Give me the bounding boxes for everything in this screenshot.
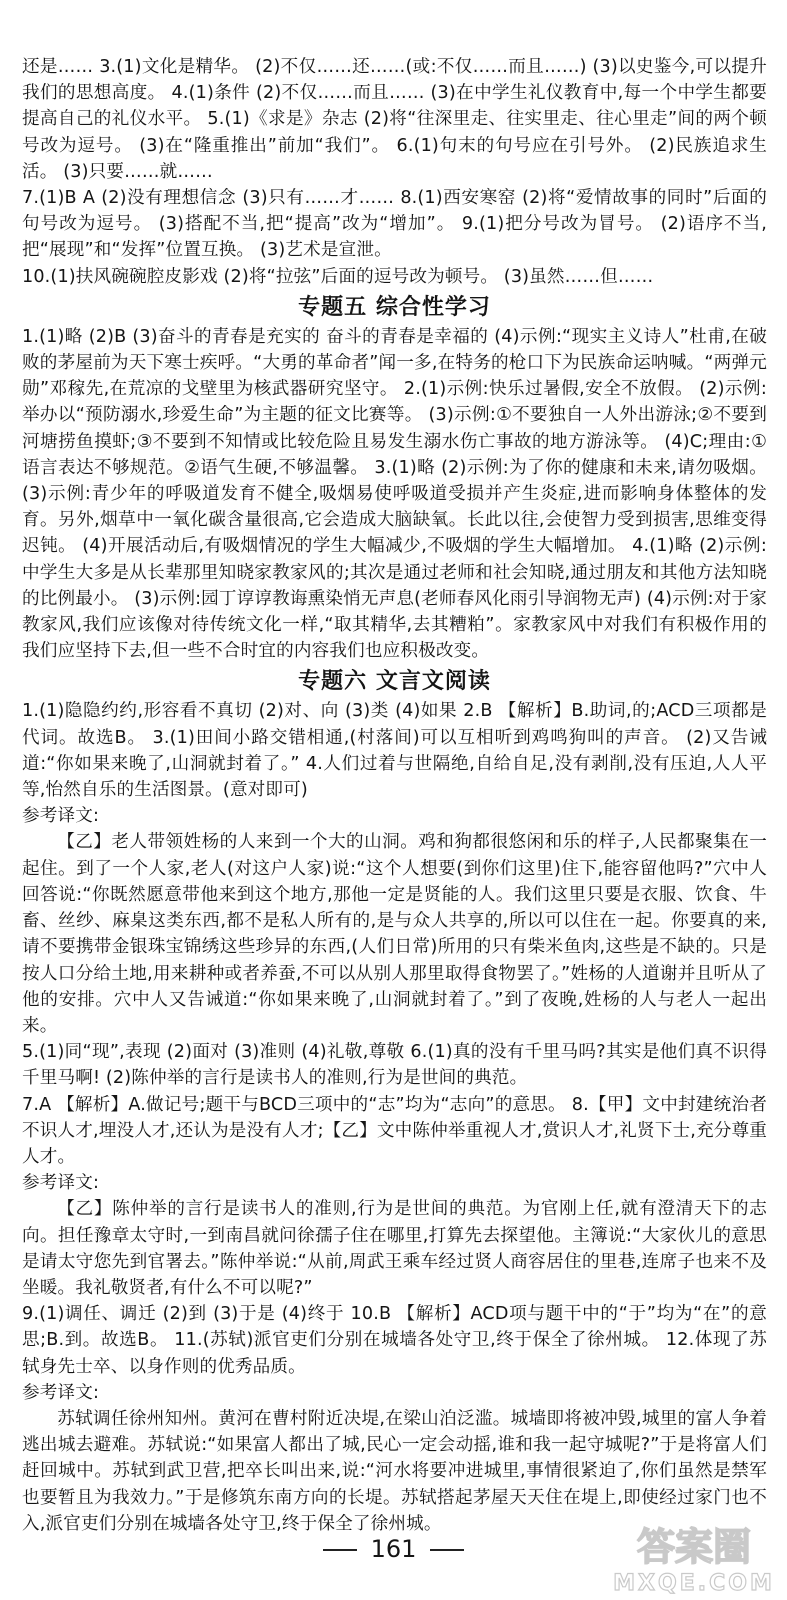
watermark-text: 答案圈 (636, 1525, 752, 1569)
section-title: 专题六 文言文阅读 (298, 669, 491, 695)
page-number-text: 161 (370, 1535, 417, 1563)
answer-paragraph: 10.(1)扶风碗碗腔皮影戏 (2)将“拉弦”后面的逗号改为顿号。 (3)虽然……但…… (22, 266, 654, 287)
reference-translation-label: 参考译文: (22, 806, 100, 827)
watermark-url: MXQE.COM (613, 1571, 775, 1596)
answer-paragraph: 1.(1)略 (2)B (3)奋斗的青春是充实的 奋斗的青春是幸福的 (4)示例:“现实主义诗人”杜甫,在破败的茅屋前为天下寒士疾呼。“大勇的革命者”闻一多,在特务的枪口下为民族命运呐喊。“两弹元勋”邓稼先,在荒凉的戈壁里为核武器研究坚守。 2.(1)示例:快乐过暑假,安全不放假。 (2)示例:举办以“预防溺水,珍爱生命”为主题的征文比赛等。 (3)示例:①不要独自一人外出游泳;②不要到河塘捞鱼摸虾;③不要到不知情或比较危险且易发生溺水伤亡事故的地方游泳等。 (4)C;理由:①语言表达不够规范。②语气生硬,不够温馨。 3.(1)略 (2)示例:为了你的健康和未来,请勿吸烟。 (3)示例:青少年的呼吸道发育不健全,吸烟易使呼吸道受损并产生炎症,进而影响身体整体的发育。另外,烟草中一氧化碳含量很高,它会造成大脑缺氧。长此以往,会使智力受到损害,思维变得迟钝。 (4)开展活动后,有吸烟情况的学生大幅减少,不吸烟的学生大幅增加。 4.(1)略 (2)示例:中学生大多是从长辈那里知晓家教家风的;其次是通过老师和社会知晓,通过朋友和其他方法知晓的比例最小。 (3)示例:园丁谆谆教诲熏染悄无声息(老师春风化雨引导润物无声) (4)示例:对于家教家风,我们应该像对待传统文化一样,“取其精华,去其糟粕”。家教家风中对我们有积极作用的我们应坚持下去,但一些不合时宜的内容我们也应积极改变。 (22, 326, 767, 662)
answer-paragraph: 还是…… 3.(1)文化是精华。 (2)不仅……还……(或:不仅……而且……) (3)以史鉴今,可以提升我们的思想高度。 4.(1)条件 (2)不仅……而且…… (3)在中学生礼仪教育中,每一个中学生都要提高自己的礼仪水平。 5.(1)《求是》杂志 (2)将“往深里走、往实里走、往心里走”间的两个顿号改为逗号。 (3)在“隆重推出”前加“我们”。 6.(1)句末的句号应在引号外。 (2)民族追求生活。 (3)只要……就…… (22, 57, 767, 182)
watermark-logo (609, 1514, 779, 1596)
reference-translation: 【乙】老人带领姓杨的人来到一个大的山洞。鸡和狗都很悠闲和乐的样子,人民都聚集在一起住。到了一个人家,老人(对这户人家)说:“这个人想要(到你们这里)住下,能容留他吗?”穴中人回答说:“你既然愿意带他来到这个地方,那他一定是贤能的人。我们这里只要是衣服、饮食、牛畜、丝纱、麻臬这类东西,都不是私人所有的,是与众人共享的,所以可以住在一起。你要真的来,请不要携带金银珠宝锦绣这些珍异的东西,(人们日常)所用的只有柴米鱼肉,这些是不缺的。只是按人口分给土地,用来耕种或者养蚕,不可以从别人那里取得食物罢了。”姓杨的人道谢并且听从了他的安排。穴中人又告诫道:“你如果来晚了,山洞就封着了。”到了夜晚,姓杨的人与老人一起出来。 (22, 832, 767, 1036)
reference-translation: 苏轼调任徐州知州。黄河在曹村附近决堤,在梁山泊泛滥。城墙即将被冲毁,城里的富人争着逃出城去避难。苏轼说:“如果富人都出了城,民心一定会动摇,谁和我一起守城呢?”于是将富人们赶回城中。苏轼到武卫营,把卒长叫出来,说:“河水将要冲进城里,事情很紧迫了,你们虽然是禁军也要暂且为我效力。”于是修筑东南方向的长堤。苏轼搭起茅屋天天住在堤上,即使经过家门也不入,派官吏们分别在城墙各处守卫,终于保全了徐州城。 (22, 1408, 767, 1534)
answer-paragraph: 7.A 【解析】A.做记号;题干与BCD三项中的“志”均为“志向”的意思。 8.【甲】文中封建统治者不识人才,埋没人才,还认为是没有人才;【乙】文中陈仲举重视人才,赏识人才,礼贤下士,充分尊重人才。 (22, 1094, 767, 1167)
reference-translation-label: 参考译文: (22, 1173, 100, 1194)
reference-translation-label: 参考译文: (22, 1382, 100, 1403)
dash-right (430, 1549, 464, 1551)
dash-left (323, 1549, 357, 1551)
section-title: 专题五 综合性学习 (298, 294, 491, 320)
answer-paragraph: 5.(1)同“现”,表现 (2)面对 (3)准则 (4)礼敬,尊敬 6.(1)真的没有千里马吗?其实是他们真不识得千里马啊! (2)陈仲举的言行是读书人的准则,行为是世间的典范。 (22, 1042, 767, 1089)
answer-page (22, 54, 767, 1537)
answer-paragraph: 1.(1)隐隐约约,形容看不真切 (2)对、向 (3)类 (4)如果 2.B 【解析】B.助词,的;ACD三项都是代词。故选B。 3.(1)田间小路交错相通,(村落间)可以互相听到鸡鸣狗叫的声音。 (2)又告诫道:“你如果来晚了,山洞就封着了。” 4.人们过着与世隔绝,自给自足,没有剥削,没有压迫,人人平等,怡然自乐的生活图景。(意对即可) (22, 701, 767, 801)
answer-paragraph: 7.(1)B A (2)没有理想信念 (3)只有……才…… 8.(1)西安寒窑 (2)将“爱情故事的同时”后面的句号改为逗号。 (3)搭配不当,把“提高”改为“增加”。 9.(1)把分号改为冒号。 (2)语序不当,把“展现”和“发挥”位置互换。 (3)艺术是宣泄。 (22, 188, 767, 261)
answer-paragraph: 9.(1)调任、调迁 (2)到 (3)于是 (4)终于 10.B 【解析】ACD项与题干中的“于”均为“在”的意思;B.到。故选B。 11.(苏轼)派官吏们分别在城墙各处守卫,终于保全了徐州城。 12.体现了苏轼身先士卒、以身作则的优秀品质。 (22, 1304, 767, 1377)
reference-translation: 【乙】陈仲举的言行是读书人的准则,行为是世间的典范。为官刚上任,就有澄清天下的志向。担任豫章太守时,一到南昌就问徐孺子住在哪里,打算先去探望他。主簿说:“大家伙儿的意思是请太守您先到官署去。”陈仲举说:“从前,周武王乘车经过贤人商容居住的里巷,连席子也来不及坐暖。我礼敬贤者,有什么不可以呢?” (22, 1199, 767, 1298)
